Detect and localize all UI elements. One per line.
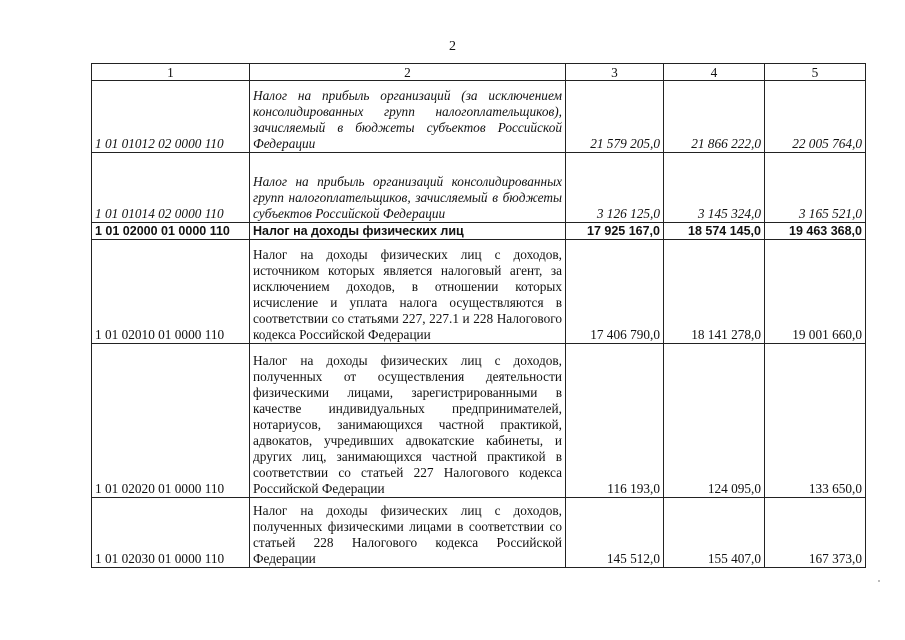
value-cell-col3: 21 579 205,0 bbox=[566, 81, 664, 153]
table-row bbox=[92, 223, 866, 240]
revenue-name-cell: Налог на доходы физических лиц с доходов, полученных физическими лицами в соответствии со статьей 228 Налогового кодекса Российской Федерации bbox=[250, 498, 566, 568]
value-cell-col3: 17 406 790,0 bbox=[566, 240, 664, 344]
column-header-2: 2 bbox=[250, 64, 566, 81]
revenue-name-cell: Налог на доходы физических лиц с доходов, полученных от осуществления деятельности физическими лицами, зарегистрированными в качестве индивидуальных предпринимателей, нотариусов, занимающихся частной практикой, адвокатов, учредивших адвокатские кабинеты, и других лиц, занимающихся частной практикой в соответствии со статьей 227 Налогового кодекса Российской Федерации bbox=[250, 344, 566, 498]
value-cell-col5: 133 650,0 bbox=[765, 344, 866, 498]
revenue-name-cell: Налог на доходы физических лиц с доходов, источником которых является налоговый агент, за исключением доходов, в отношении которых исчисление и уплата налога осуществляются в соответствии со статьями 227, 227.1 и 228 Налогового кодекса Российской Федерации bbox=[250, 240, 566, 344]
table-row bbox=[92, 240, 866, 344]
value-cell-col5: 3 165 521,0 bbox=[765, 153, 866, 223]
value-cell-col3: 145 512,0 bbox=[566, 498, 664, 568]
budget-code-cell: 1 01 02030 01 0000 110 bbox=[92, 498, 250, 568]
budget-code-cell: 1 01 01014 02 0000 110 bbox=[92, 153, 250, 223]
page-number: 2 bbox=[449, 39, 456, 54]
revenue-table bbox=[91, 63, 866, 568]
budget-code-cell: 1 01 02010 01 0000 110 bbox=[92, 240, 250, 344]
table-row bbox=[92, 153, 866, 223]
value-cell-col4: 21 866 222,0 bbox=[664, 81, 765, 153]
value-cell-col4: 155 407,0 bbox=[664, 498, 765, 568]
revenue-name-cell: Налог на прибыль организаций консолидированных групп налогоплательщиков, зачисляемый в бюджеты субъектов Российской Федерации bbox=[250, 153, 566, 223]
column-header-3: 3 bbox=[566, 64, 664, 81]
value-cell-col4: 18 141 278,0 bbox=[664, 240, 765, 344]
budget-code-cell: 1 01 02000 01 0000 110 bbox=[92, 223, 250, 240]
value-cell-col5: 19 463 368,0 bbox=[765, 223, 866, 240]
value-cell-col5: 19 001 660,0 bbox=[765, 240, 866, 344]
scan-speck bbox=[878, 580, 880, 582]
table-row bbox=[92, 498, 866, 568]
value-cell-col3: 17 925 167,0 bbox=[566, 223, 664, 240]
budget-code-cell: 1 01 02020 01 0000 110 bbox=[92, 344, 250, 498]
column-header-5: 5 bbox=[765, 64, 866, 81]
table-row bbox=[92, 81, 866, 153]
value-cell-col5: 22 005 764,0 bbox=[765, 81, 866, 153]
column-header-4: 4 bbox=[664, 64, 765, 81]
value-cell-col3: 3 126 125,0 bbox=[566, 153, 664, 223]
column-header-1: 1 bbox=[92, 64, 250, 81]
revenue-name-cell: Налог на прибыль организаций (за исключением консолидированных групп налогоплательщиков), зачисляемый в бюджеты субъектов Российской Федерации bbox=[250, 81, 566, 153]
value-cell-col4: 124 095,0 bbox=[664, 344, 765, 498]
header-row bbox=[92, 64, 866, 81]
value-cell-col5: 167 373,0 bbox=[765, 498, 866, 568]
revenue-name-cell: Налог на доходы физических лиц bbox=[250, 223, 566, 240]
value-cell-col4: 18 574 145,0 bbox=[664, 223, 765, 240]
table-row bbox=[92, 344, 866, 498]
value-cell-col3: 116 193,0 bbox=[566, 344, 664, 498]
value-cell-col4: 3 145 324,0 bbox=[664, 153, 765, 223]
budget-code-cell: 1 01 01012 02 0000 110 bbox=[92, 81, 250, 153]
